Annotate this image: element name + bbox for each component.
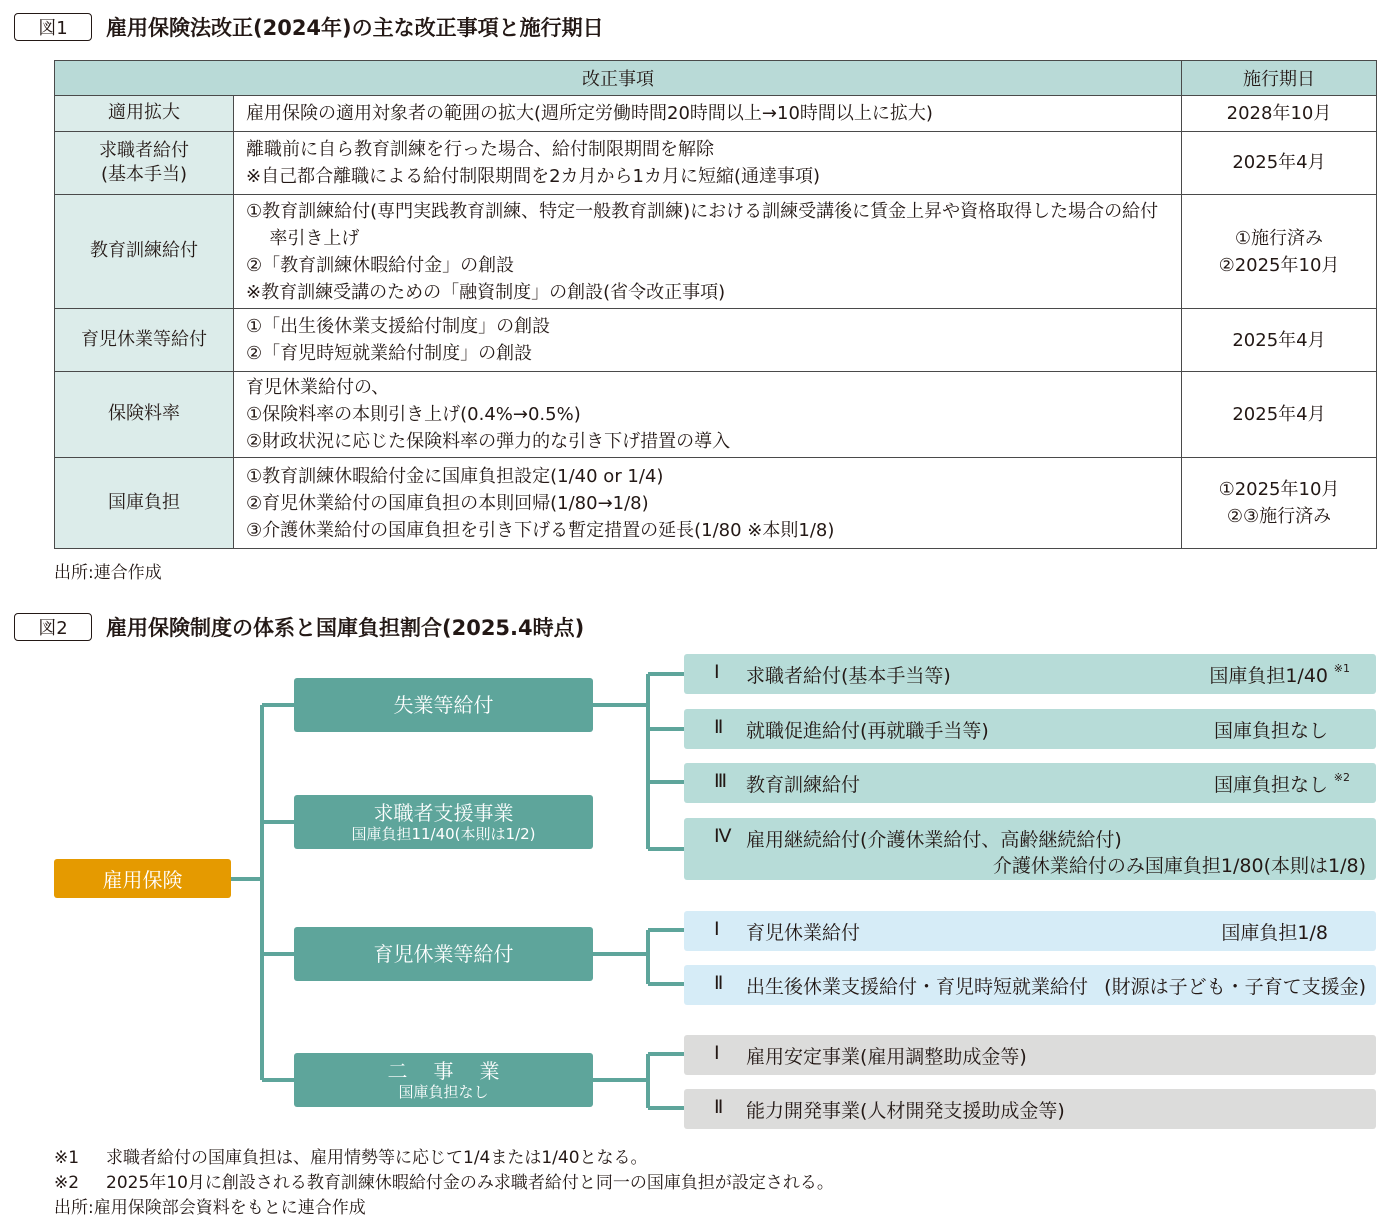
row-category-line: 育児休業等給付: [81, 328, 207, 350]
row-category-line: 教育訓練給付: [90, 240, 198, 262]
leaf-number: Ⅱ: [714, 716, 724, 738]
leaf-label: 出生後休業支援給付・育児時短就業給付: [746, 976, 1089, 998]
leaf-employment-stability: [684, 1035, 1376, 1075]
leaf-education: [684, 763, 1376, 803]
branch-label: 育児休業等給付: [373, 942, 514, 966]
branch-jobseeker-support: [294, 795, 593, 849]
leaf-subsidy: 国庫負担なし: [1213, 774, 1328, 796]
leaf-number: Ⅱ: [714, 1096, 724, 1118]
root-employment-insurance: [54, 859, 231, 898]
leaf-label: 教育訓練給付: [746, 774, 861, 796]
figure1-tag: 図1: [14, 13, 92, 41]
leaf-label: 求職者給付(基本手当等): [746, 665, 951, 687]
leaf-reemployment: [684, 709, 1376, 749]
row-category-line: 国庫負担: [108, 492, 180, 514]
leaf-number: Ⅰ: [714, 1042, 720, 1064]
leaf-subsidy: 国庫負担1/8: [1221, 922, 1328, 944]
footnote-text: 2025年10月に創設される教育訓練休暇給付金のみ求職者給付と同一の国庫負担が設定される。: [106, 1173, 834, 1193]
leaf-label: 雇用安定事業(雇用調整助成金等): [746, 1046, 1027, 1068]
row-content-line: ②「教育訓練休暇給付金」の創設: [246, 254, 515, 276]
leaf-subsidy: 介護休業給付のみ国庫負担1/80(本則は1/8): [992, 855, 1366, 877]
row-date-line: ①2025年10月: [1218, 479, 1340, 501]
leaf-funding: (財源は子ども・子育て支援金): [1104, 976, 1366, 998]
row-date-line: ①施行済み: [1234, 227, 1324, 249]
leaf-label: 就職促進給付(再就職手当等): [746, 720, 989, 742]
footnote-mark: ※1: [54, 1148, 80, 1168]
root-label: 雇用保険: [102, 868, 183, 892]
row-content-line: ①教育訓練休暇給付金に国庫負担設定(1/40 or 1/4): [246, 465, 664, 487]
row-date-line: 2025年4月: [1232, 329, 1326, 351]
branch-two-projects: [294, 1053, 593, 1107]
row-content-line: ※教育訓練受講のための「融資制度」の創設(省令改正事項): [246, 281, 726, 303]
row-date-line: 2025年4月: [1232, 404, 1326, 426]
row-date-line: ②2025年10月: [1218, 254, 1340, 276]
branch-label: 求職者支援事業: [373, 801, 514, 825]
leaf-number: Ⅲ: [714, 770, 728, 792]
row-content-line: ②育児休業給付の国庫負担の本則回帰(1/80→1/8): [246, 492, 649, 514]
row-content-line: ③介護休業給付の国庫負担を引き下げる暫定措置の延長(1/80 ※本則1/8): [246, 519, 835, 541]
leaf-number: Ⅳ: [714, 825, 732, 847]
row-category-line: 求職者給付: [99, 139, 189, 161]
row-date-line: 2028年10月: [1226, 103, 1332, 125]
footnote-2: [54, 1168, 834, 1193]
row-date-line: ②③施行済み: [1226, 506, 1332, 528]
leaf-label: 雇用継続給付(介護休業給付、高齢継続給付): [746, 829, 1122, 851]
row-content-line: ②「育児時短就業給付制度」の創設: [246, 343, 533, 365]
branch-label: 二事業: [387, 1059, 526, 1083]
branch-unemployment-benefits: [294, 678, 593, 732]
leaf-label: 能力開発事業(人材開発支援助成金等): [746, 1100, 1065, 1122]
header-item: 改正事項: [55, 61, 1182, 96]
figure2-title: 雇用保険制度の体系と国庫負担割合(2025.4時点): [106, 616, 585, 640]
row-date-line: 2025年4月: [1232, 152, 1326, 174]
header-date: 施行期日: [1182, 61, 1377, 96]
row-content-line: ②財政状況に応じた保険料率の弾力的な引き下げ措置の導入: [246, 431, 731, 453]
row-content-line: ①「出生後休業支援給付制度」の創設: [246, 316, 551, 338]
row-content-line: 育児休業給付の、: [246, 377, 390, 399]
row-content-line: 雇用保険の適用対象者の範囲の拡大(週所定労働時間20時間以上→10時間以上に拡大): [246, 103, 933, 125]
leaf-subsidy: 国庫負担なし: [1213, 720, 1328, 742]
leaf-number: Ⅰ: [714, 918, 720, 940]
note-mark: ※2: [1333, 771, 1350, 784]
branch-sub: 国庫負担なし: [398, 1083, 489, 1101]
row-category-line: 適用拡大: [108, 102, 180, 124]
branch-childcare-benefits: [294, 927, 593, 981]
row-category-line: (基本手当): [100, 163, 188, 185]
leaf-label: 育児休業給付: [746, 922, 861, 944]
leaf-continuation: [684, 818, 1376, 880]
leaf-number: Ⅱ: [714, 972, 724, 994]
row-content-line: ①保険料率の本則引き上げ(0.4%→0.5%): [246, 404, 581, 426]
figure1-title: 雇用保険法改正(2024年)の主な改正事項と施行期日: [106, 16, 604, 40]
figure2-source: 出所:雇用保険部会資料をもとに連合作成: [54, 1198, 366, 1218]
branch-sub: 国庫負担11/40(本則は1/2): [351, 825, 536, 843]
row-category-line: 保険料率: [108, 403, 180, 425]
row-content-line: 離職前に自ら教育訓練を行った場合、給付制限期間を解除: [246, 138, 714, 160]
leaf-postnatal: [684, 965, 1376, 1005]
leaf-skill-development: [684, 1089, 1376, 1129]
footnote-text: 求職者給付の国庫負担は、雇用情勢等に応じて1/4または1/40となる。: [106, 1148, 648, 1168]
row-content-line: ※自己都合離職による給付制限期間を2カ月から1カ月に短縮(通達事項): [246, 165, 821, 187]
footnote-mark: ※2: [54, 1173, 80, 1193]
figure2-tag: 図2: [14, 613, 92, 641]
leaf-subsidy: 国庫負担1/40: [1209, 665, 1328, 687]
figure1-source: 出所:連合作成: [54, 563, 162, 583]
leaf-childcare-leave: [684, 911, 1376, 951]
footnote-1: [54, 1143, 648, 1168]
note-mark: ※1: [1333, 662, 1350, 675]
leaf-number: Ⅰ: [714, 661, 720, 683]
row-content-line: ①教育訓練給付(専門実践教育訓練、特定一般教育訓練)における訓練受講後に賃金上昇や資格取得した場合の給付率引き上げ: [246, 200, 1159, 249]
leaf-jobseeker-benefit: [684, 654, 1376, 694]
branch-label: 失業等給付: [393, 693, 494, 717]
